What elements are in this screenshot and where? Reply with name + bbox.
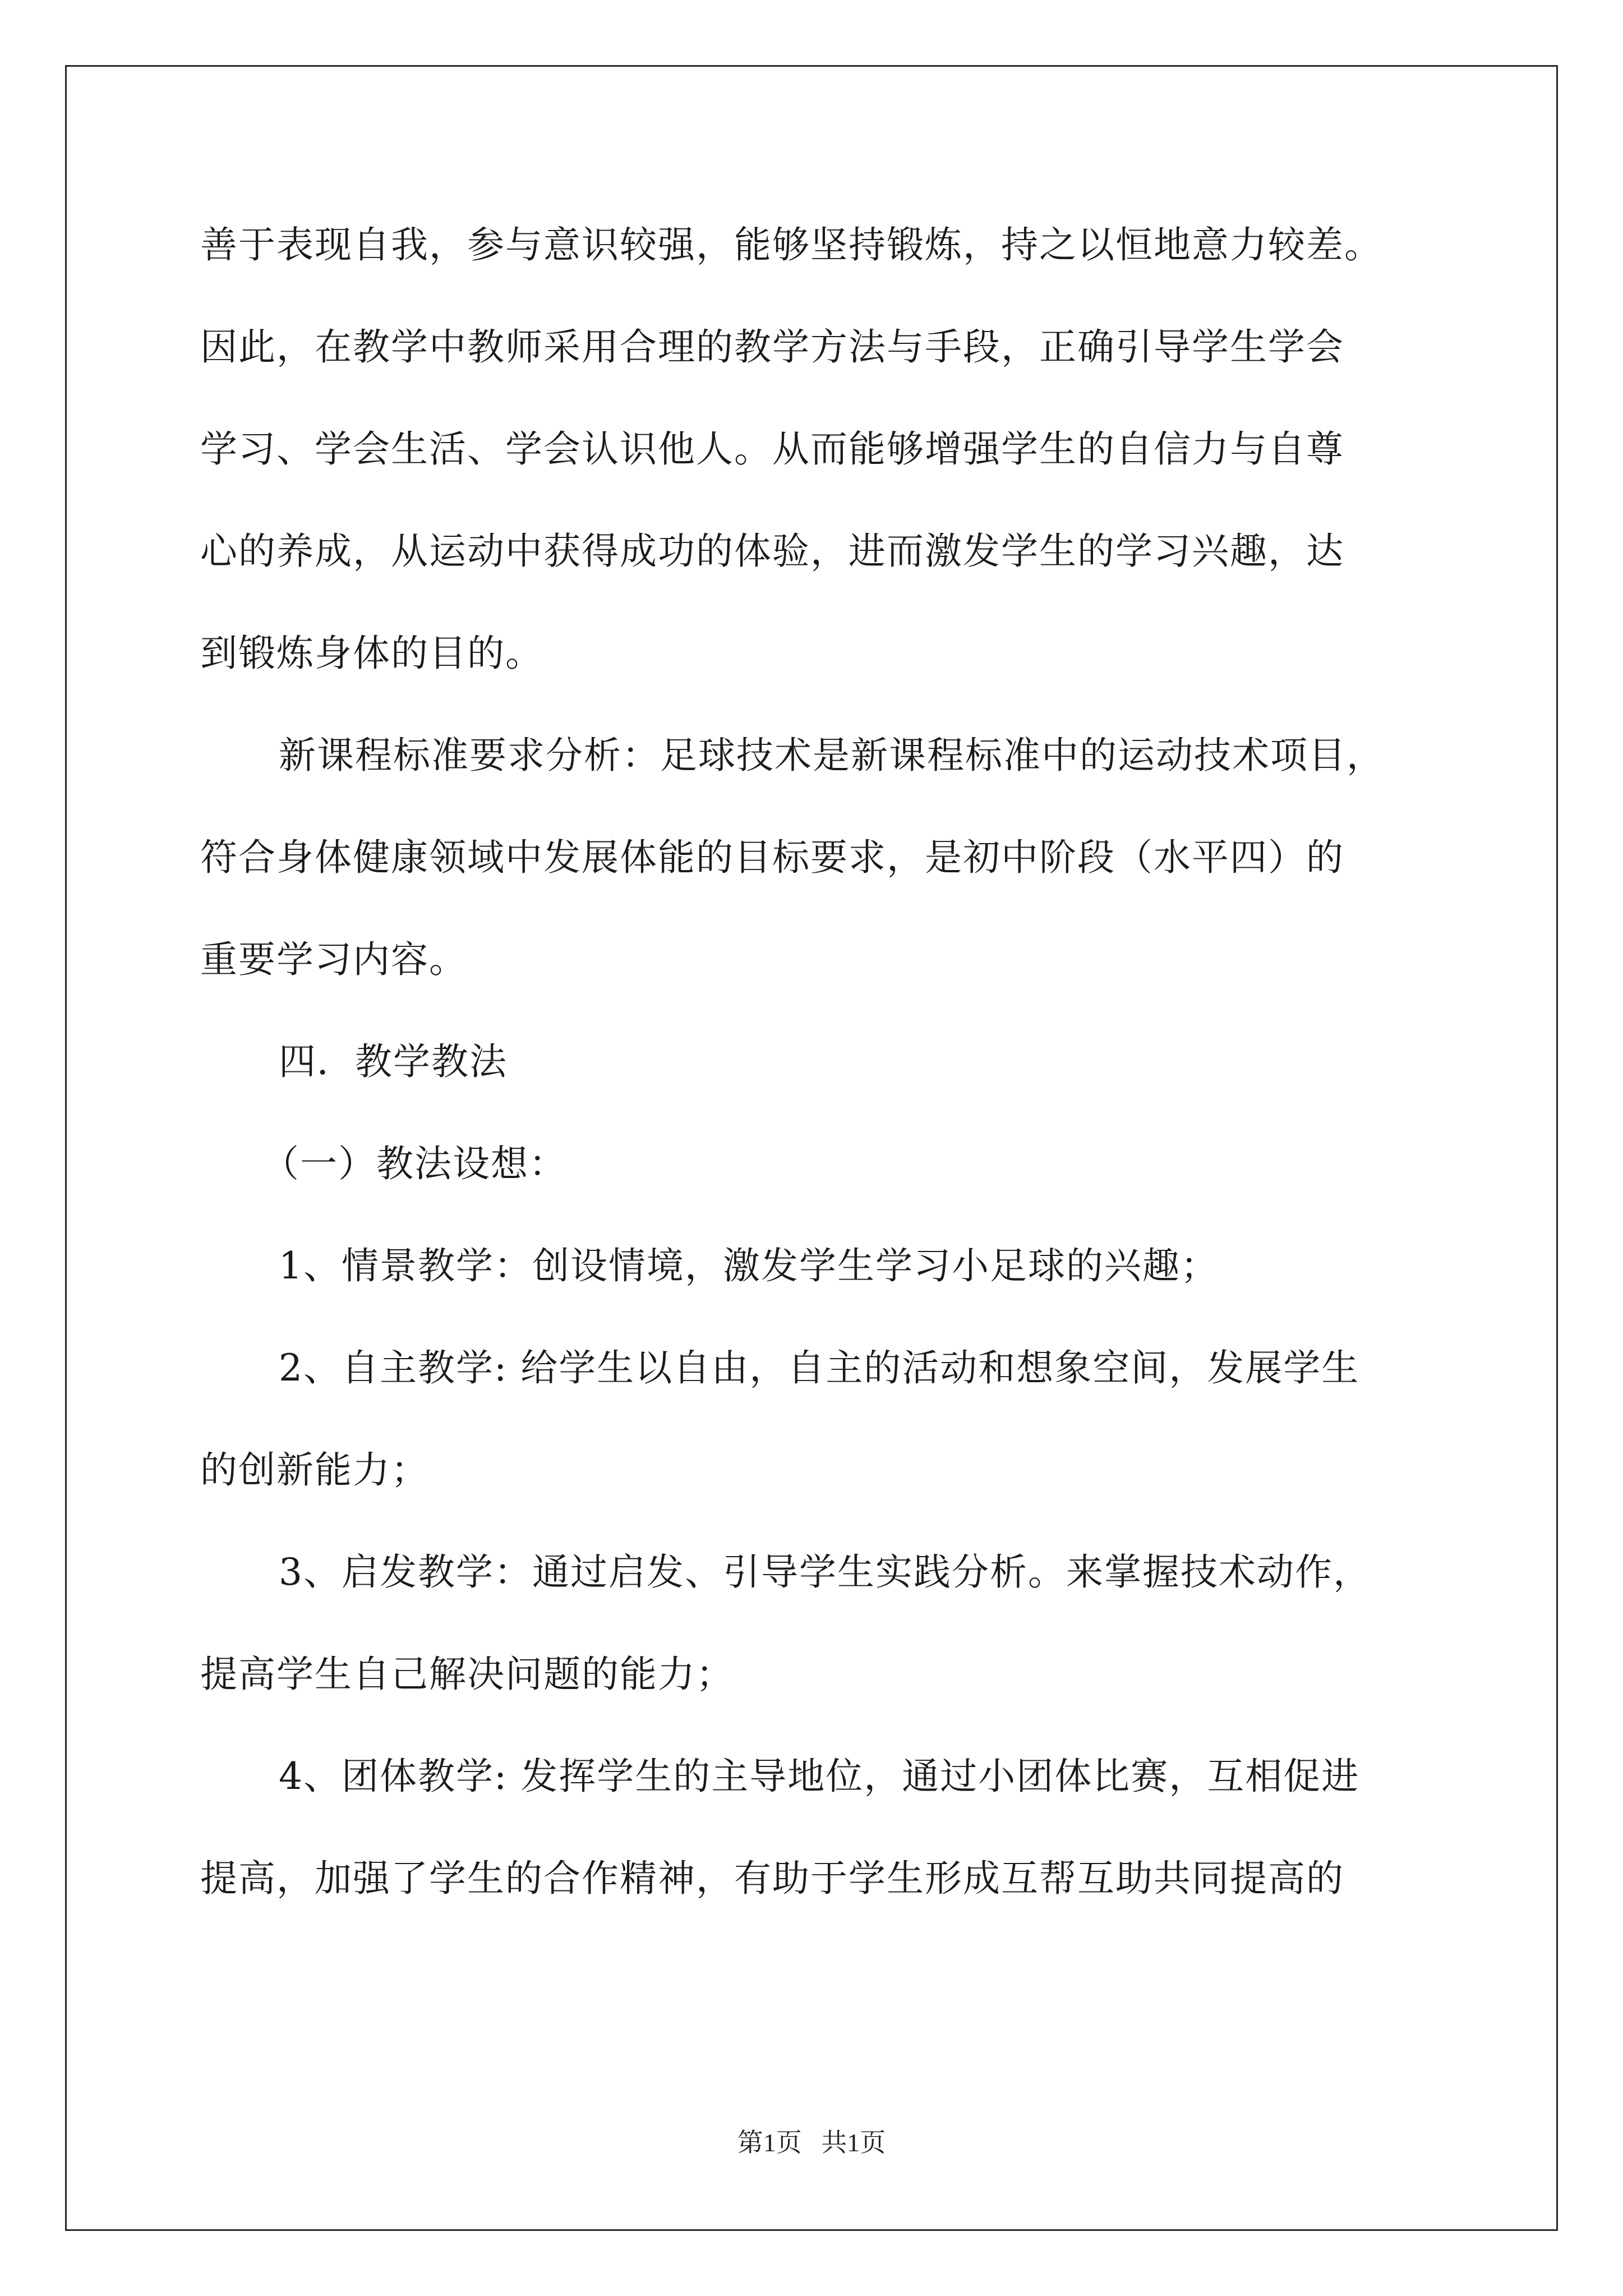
text-line: 学习、学会生活、学会认识他人。从而能够增强学生的自信力与自尊 xyxy=(200,427,1344,471)
page-number-footer: 第1页 共1页 xyxy=(737,2128,886,2157)
text-line: 善于表现自我，参与意识较强，能够坚持锻炼，持之以恒地意力较差。 xyxy=(200,223,1382,266)
list-item: 4、团体教学: 发挥学生的主导地位，通过小团体比赛，互相促进 xyxy=(279,1755,1360,1798)
list-item: 3、启发教学：通过启发、引导学生实践分析。来掌握技术动作， xyxy=(279,1550,1371,1594)
list-item: 1、情景教学：创设情境，激发学生学习小足球的兴趣； xyxy=(279,1244,1219,1287)
text-line: 符合身体健康领域中发展体能的目标要求，是初中阶段（水平四）的 xyxy=(200,836,1344,879)
text-line: 因此，在教学中教师采用合理的教学方法与手段，正确引导学生学会 xyxy=(200,325,1344,369)
text-line: 的创新能力； xyxy=(200,1448,429,1492)
text-line: 心的养成，从运动中获得成功的体验，进而激发学生的学习兴趣，达 xyxy=(200,530,1344,573)
section-heading: 四．教学教法 xyxy=(279,1040,508,1083)
paragraph-start: 新课程标准要求分析：足球技术是新课程标准中的运动技术项目， xyxy=(279,734,1385,777)
text-line: 重要学习内容。 xyxy=(200,938,467,981)
subsection-heading: （一）教法设想： xyxy=(262,1142,567,1185)
list-item: 2、自主教学: 给学生以自由，自主的活动和想象空间，发展学生 xyxy=(279,1346,1360,1389)
text-line: 提高，加强了学生的合作精神，有助于学生形成互帮互助共同提高的 xyxy=(200,1857,1344,1900)
text-line: 提高学生自己解决问题的能力； xyxy=(200,1653,734,1696)
text-line: 到锻炼身体的目的。 xyxy=(200,632,543,675)
